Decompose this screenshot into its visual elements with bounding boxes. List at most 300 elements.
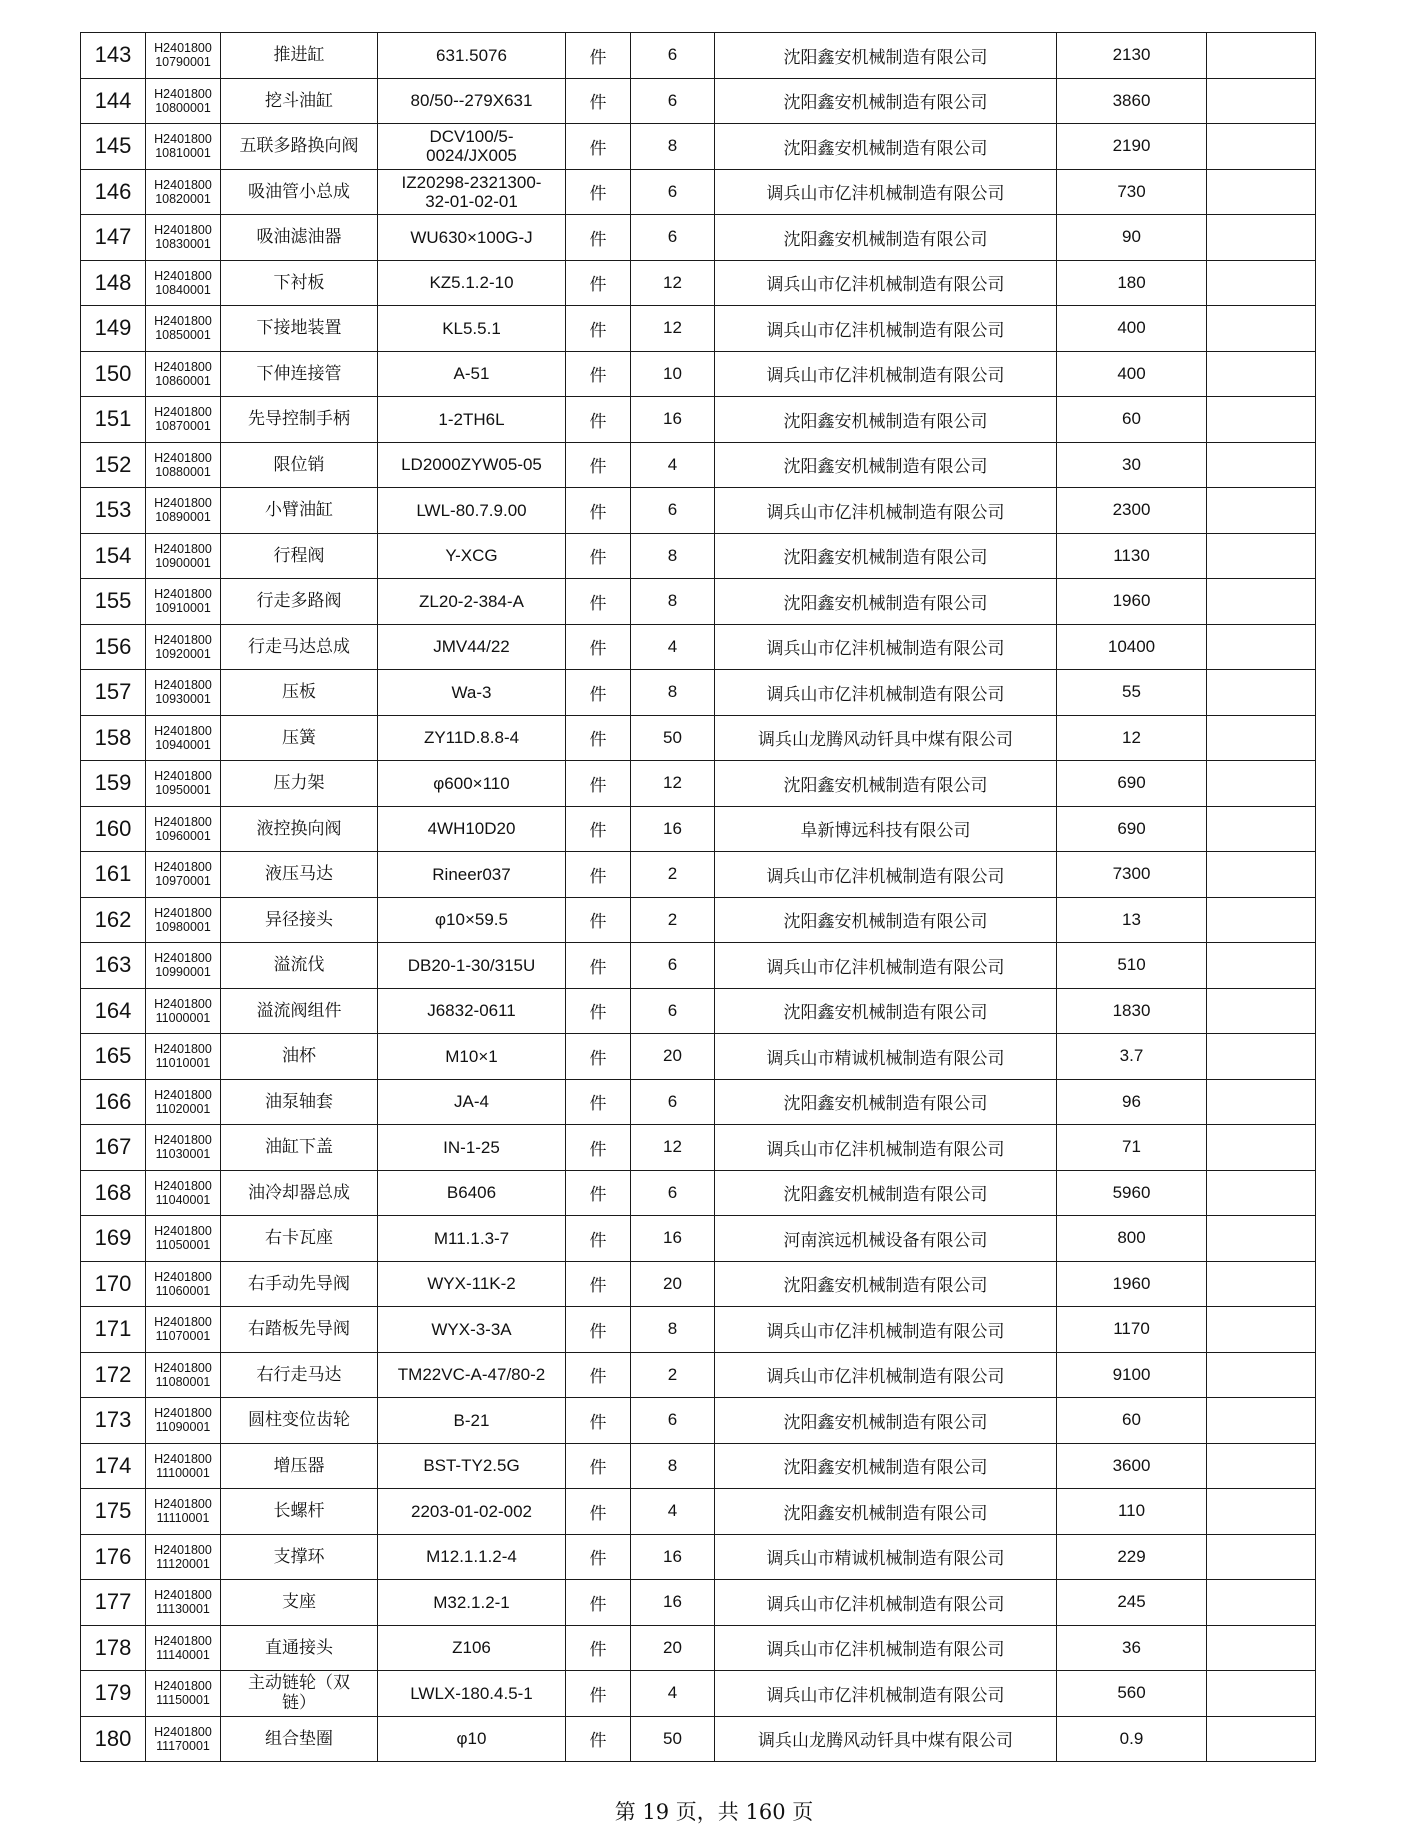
part-spec-cell: Z106 [378, 1625, 566, 1671]
row-number-cell: 154 [81, 533, 146, 579]
part-spec-cell: φ10 [378, 1716, 566, 1762]
part-spec-cell: 631.5076 [378, 33, 566, 79]
material-code-cell: H2401800 11060001 [146, 1261, 221, 1307]
part-name-cell: 油缸下盖 [221, 1125, 378, 1171]
remark-cell [1207, 1079, 1316, 1125]
supplier-cell: 沈阳鑫安机械制造有限公司 [715, 1489, 1057, 1535]
quantity-cell: 20 [631, 1625, 715, 1671]
row-number-cell: 153 [81, 488, 146, 534]
material-code-cell: H2401800 10800001 [146, 78, 221, 124]
table-row [81, 988, 1316, 1034]
remark-cell [1207, 306, 1316, 352]
quantity-cell: 10 [631, 351, 715, 397]
quantity-cell: 8 [631, 670, 715, 716]
quantity-cell: 6 [631, 943, 715, 989]
supplier-cell: 调兵山市精诚机械制造有限公司 [715, 1034, 1057, 1080]
table-row [81, 442, 1316, 488]
quantity-cell: 12 [631, 306, 715, 352]
part-spec-cell: JA-4 [378, 1079, 566, 1125]
remark-cell [1207, 806, 1316, 852]
part-name-cell: 油杯 [221, 1034, 378, 1080]
part-spec-cell: φ600×110 [378, 761, 566, 807]
material-code-cell: H2401800 10820001 [146, 169, 221, 215]
quantity-cell: 2 [631, 897, 715, 943]
remark-cell [1207, 943, 1316, 989]
unit-cell: 件 [566, 1671, 631, 1717]
unit-cell: 件 [566, 1716, 631, 1762]
material-code-cell: H2401800 11040001 [146, 1170, 221, 1216]
part-name-cell: 右行走马达 [221, 1352, 378, 1398]
unit-cell: 件 [566, 670, 631, 716]
row-number-cell: 177 [81, 1580, 146, 1626]
material-code-cell: H2401800 11130001 [146, 1580, 221, 1626]
unit-cell: 件 [566, 1489, 631, 1535]
row-number-cell: 166 [81, 1079, 146, 1125]
unit-cell: 件 [566, 761, 631, 807]
remark-cell [1207, 397, 1316, 443]
quantity-cell: 16 [631, 806, 715, 852]
row-number-cell: 147 [81, 215, 146, 261]
table-row [81, 897, 1316, 943]
quantity-cell: 16 [631, 397, 715, 443]
quantity-cell: 8 [631, 1443, 715, 1489]
supplier-cell: 调兵山龙腾风动钎具中煤有限公司 [715, 1716, 1057, 1762]
supplier-cell: 调兵山市亿沣机械制造有限公司 [715, 943, 1057, 989]
material-code-cell: H2401800 10790001 [146, 33, 221, 79]
material-code-cell: H2401800 10920001 [146, 624, 221, 670]
part-name-cell: 行走多路阀 [221, 579, 378, 625]
part-spec-cell: ZL20-2-384-A [378, 579, 566, 625]
part-name-cell: 行走马达总成 [221, 624, 378, 670]
part-spec-cell: DCV100/5- 0024/JX005 [378, 124, 566, 170]
material-code-cell: H2401800 10870001 [146, 397, 221, 443]
supplier-cell: 调兵山市亿沣机械制造有限公司 [715, 852, 1057, 898]
part-spec-cell: Wa-3 [378, 670, 566, 716]
quantity-cell: 8 [631, 533, 715, 579]
supplier-cell: 调兵山市亿沣机械制造有限公司 [715, 169, 1057, 215]
row-number-cell: 150 [81, 351, 146, 397]
part-name-cell: 先导控制手柄 [221, 397, 378, 443]
table-row [81, 306, 1316, 352]
material-code-cell: H2401800 10890001 [146, 488, 221, 534]
unit-price-cell: 2300 [1057, 488, 1207, 534]
supplier-cell: 调兵山市亿沣机械制造有限公司 [715, 351, 1057, 397]
part-spec-cell: LWLX-180.4.5-1 [378, 1671, 566, 1717]
row-number-cell: 156 [81, 624, 146, 670]
quantity-cell: 6 [631, 488, 715, 534]
supplier-cell: 沈阳鑫安机械制造有限公司 [715, 1398, 1057, 1444]
supplier-cell: 河南滨远机械设备有限公司 [715, 1216, 1057, 1262]
quantity-cell: 4 [631, 1671, 715, 1717]
material-code-cell: H2401800 10850001 [146, 306, 221, 352]
remark-cell [1207, 670, 1316, 716]
quantity-cell: 8 [631, 1307, 715, 1353]
unit-cell: 件 [566, 397, 631, 443]
unit-price-cell: 9100 [1057, 1352, 1207, 1398]
quantity-cell: 6 [631, 1398, 715, 1444]
supplier-cell: 调兵山市亿沣机械制造有限公司 [715, 260, 1057, 306]
remark-cell [1207, 260, 1316, 306]
table-row [81, 78, 1316, 124]
quantity-cell: 6 [631, 33, 715, 79]
material-code-cell: H2401800 10940001 [146, 715, 221, 761]
supplier-cell: 沈阳鑫安机械制造有限公司 [715, 1079, 1057, 1125]
material-code-cell: H2401800 10930001 [146, 670, 221, 716]
row-number-cell: 167 [81, 1125, 146, 1171]
part-name-cell: 主动链轮（双 链） [221, 1671, 378, 1717]
material-code-cell: H2401800 11070001 [146, 1307, 221, 1353]
unit-price-cell: 245 [1057, 1580, 1207, 1626]
remark-cell [1207, 1307, 1316, 1353]
supplier-cell: 调兵山龙腾风动钎具中煤有限公司 [715, 715, 1057, 761]
unit-price-cell: 3860 [1057, 78, 1207, 124]
supplier-cell: 沈阳鑫安机械制造有限公司 [715, 533, 1057, 579]
supplier-cell: 沈阳鑫安机械制造有限公司 [715, 442, 1057, 488]
row-number-cell: 173 [81, 1398, 146, 1444]
unit-cell: 件 [566, 943, 631, 989]
part-spec-cell: J6832-0611 [378, 988, 566, 1034]
table-row [81, 1034, 1316, 1080]
row-number-cell: 180 [81, 1716, 146, 1762]
part-spec-cell: KZ5.1.2-10 [378, 260, 566, 306]
supplier-cell: 调兵山市亿沣机械制造有限公司 [715, 1125, 1057, 1171]
row-number-cell: 160 [81, 806, 146, 852]
supplier-cell: 调兵山市亿沣机械制造有限公司 [715, 1352, 1057, 1398]
table-row [81, 1625, 1316, 1671]
table-row [81, 215, 1316, 261]
table-row [81, 1216, 1316, 1262]
remark-cell [1207, 169, 1316, 215]
row-number-cell: 174 [81, 1443, 146, 1489]
quantity-cell: 50 [631, 1716, 715, 1762]
unit-cell: 件 [566, 1079, 631, 1125]
row-number-cell: 158 [81, 715, 146, 761]
quantity-cell: 6 [631, 78, 715, 124]
quantity-cell: 16 [631, 1216, 715, 1262]
table-row [81, 761, 1316, 807]
table-row [81, 488, 1316, 534]
part-name-cell: 限位销 [221, 442, 378, 488]
row-number-cell: 143 [81, 33, 146, 79]
table-row [81, 1307, 1316, 1353]
unit-cell: 件 [566, 351, 631, 397]
unit-price-cell: 110 [1057, 1489, 1207, 1535]
quantity-cell: 6 [631, 988, 715, 1034]
unit-price-cell: 690 [1057, 806, 1207, 852]
table-row [81, 1398, 1316, 1444]
supplier-cell: 沈阳鑫安机械制造有限公司 [715, 215, 1057, 261]
material-code-cell: H2401800 10840001 [146, 260, 221, 306]
unit-price-cell: 10400 [1057, 624, 1207, 670]
material-code-cell: H2401800 10830001 [146, 215, 221, 261]
table-row [81, 1170, 1316, 1216]
part-spec-cell: 80/50--279X631 [378, 78, 566, 124]
row-number-cell: 157 [81, 670, 146, 716]
material-code-cell: H2401800 10860001 [146, 351, 221, 397]
table-row [81, 169, 1316, 215]
page-footer: 第 19 页，共 160 页 [614, 1800, 814, 1824]
quantity-cell: 8 [631, 124, 715, 170]
row-number-cell: 165 [81, 1034, 146, 1080]
material-code-cell: H2401800 11020001 [146, 1079, 221, 1125]
supplier-cell: 调兵山市亿沣机械制造有限公司 [715, 488, 1057, 534]
part-spec-cell: Y-XCG [378, 533, 566, 579]
supplier-cell: 调兵山市亿沣机械制造有限公司 [715, 624, 1057, 670]
row-number-cell: 145 [81, 124, 146, 170]
material-code-cell: H2401800 10990001 [146, 943, 221, 989]
part-spec-cell: ZY11D.8.8-4 [378, 715, 566, 761]
material-code-cell: H2401800 11000001 [146, 988, 221, 1034]
remark-cell [1207, 124, 1316, 170]
unit-price-cell: 60 [1057, 1398, 1207, 1444]
supplier-cell: 沈阳鑫安机械制造有限公司 [715, 1261, 1057, 1307]
unit-cell: 件 [566, 215, 631, 261]
part-spec-cell: LWL-80.7.9.00 [378, 488, 566, 534]
remark-cell [1207, 1034, 1316, 1080]
quantity-cell: 6 [631, 1170, 715, 1216]
remark-cell [1207, 624, 1316, 670]
unit-cell: 件 [566, 715, 631, 761]
part-spec-cell: 1-2TH6L [378, 397, 566, 443]
row-number-cell: 148 [81, 260, 146, 306]
part-name-cell: 压板 [221, 670, 378, 716]
unit-cell: 件 [566, 624, 631, 670]
supplier-cell: 沈阳鑫安机械制造有限公司 [715, 124, 1057, 170]
part-name-cell: 溢流阀组件 [221, 988, 378, 1034]
table-row [81, 670, 1316, 716]
unit-price-cell: 7300 [1057, 852, 1207, 898]
table-row [81, 397, 1316, 443]
unit-price-cell: 0.9 [1057, 1716, 1207, 1762]
remark-cell [1207, 1580, 1316, 1626]
material-code-cell: H2401800 11170001 [146, 1716, 221, 1762]
part-name-cell: 组合垫圈 [221, 1716, 378, 1762]
part-spec-cell: 2203-01-02-002 [378, 1489, 566, 1535]
material-code-cell: H2401800 10950001 [146, 761, 221, 807]
part-spec-cell: 4WH10D20 [378, 806, 566, 852]
remark-cell [1207, 1261, 1316, 1307]
part-name-cell: 油冷却器总成 [221, 1170, 378, 1216]
remark-cell [1207, 1443, 1316, 1489]
unit-cell: 件 [566, 1125, 631, 1171]
remark-cell [1207, 897, 1316, 943]
material-code-cell: H2401800 11140001 [146, 1625, 221, 1671]
unit-price-cell: 60 [1057, 397, 1207, 443]
part-spec-cell: φ10×59.5 [378, 897, 566, 943]
part-spec-cell: WYX-3-3A [378, 1307, 566, 1353]
row-number-cell: 172 [81, 1352, 146, 1398]
unit-price-cell: 12 [1057, 715, 1207, 761]
part-spec-cell: KL5.5.1 [378, 306, 566, 352]
unit-price-cell: 1170 [1057, 1307, 1207, 1353]
part-name-cell: 圆柱变位齿轮 [221, 1398, 378, 1444]
supplier-cell: 沈阳鑫安机械制造有限公司 [715, 78, 1057, 124]
unit-cell: 件 [566, 33, 631, 79]
row-number-cell: 176 [81, 1534, 146, 1580]
supplier-cell: 沈阳鑫安机械制造有限公司 [715, 397, 1057, 443]
remark-cell [1207, 1352, 1316, 1398]
unit-price-cell: 510 [1057, 943, 1207, 989]
part-spec-cell: B-21 [378, 1398, 566, 1444]
row-number-cell: 171 [81, 1307, 146, 1353]
unit-cell: 件 [566, 78, 631, 124]
quantity-cell: 4 [631, 442, 715, 488]
quantity-cell: 20 [631, 1261, 715, 1307]
remark-cell [1207, 1125, 1316, 1171]
remark-cell [1207, 215, 1316, 261]
unit-price-cell: 1830 [1057, 988, 1207, 1034]
part-name-cell: 支撑环 [221, 1534, 378, 1580]
material-code-cell: H2401800 10910001 [146, 579, 221, 625]
unit-price-cell: 13 [1057, 897, 1207, 943]
material-code-cell: H2401800 10960001 [146, 806, 221, 852]
part-name-cell: 推进缸 [221, 33, 378, 79]
remark-cell [1207, 1625, 1316, 1671]
material-code-cell: H2401800 11120001 [146, 1534, 221, 1580]
table-row [81, 579, 1316, 625]
parts-table [80, 32, 1316, 1762]
row-number-cell: 162 [81, 897, 146, 943]
material-code-cell: H2401800 10880001 [146, 442, 221, 488]
table-row [81, 1079, 1316, 1125]
material-code-cell: H2401800 11150001 [146, 1671, 221, 1717]
part-name-cell: 吸油管小总成 [221, 169, 378, 215]
unit-cell: 件 [566, 852, 631, 898]
row-number-cell: 152 [81, 442, 146, 488]
material-code-cell: H2401800 10810001 [146, 124, 221, 170]
part-spec-cell: M10×1 [378, 1034, 566, 1080]
remark-cell [1207, 33, 1316, 79]
part-spec-cell: WYX-11K-2 [378, 1261, 566, 1307]
row-number-cell: 178 [81, 1625, 146, 1671]
part-spec-cell: A-51 [378, 351, 566, 397]
part-spec-cell: B6406 [378, 1170, 566, 1216]
remark-cell [1207, 351, 1316, 397]
unit-price-cell: 400 [1057, 306, 1207, 352]
material-code-cell: H2401800 11100001 [146, 1443, 221, 1489]
unit-price-cell: 2130 [1057, 33, 1207, 79]
quantity-cell: 16 [631, 1534, 715, 1580]
part-spec-cell: WU630×100G-J [378, 215, 566, 261]
quantity-cell: 12 [631, 1125, 715, 1171]
table-row [81, 533, 1316, 579]
unit-cell: 件 [566, 488, 631, 534]
row-number-cell: 159 [81, 761, 146, 807]
table-row [81, 1580, 1316, 1626]
table-row [81, 1352, 1316, 1398]
part-name-cell: 右手动先导阀 [221, 1261, 378, 1307]
material-code-cell: H2401800 11010001 [146, 1034, 221, 1080]
supplier-cell: 沈阳鑫安机械制造有限公司 [715, 33, 1057, 79]
part-name-cell: 右踏板先导阀 [221, 1307, 378, 1353]
part-name-cell: 行程阀 [221, 533, 378, 579]
quantity-cell: 16 [631, 1580, 715, 1626]
material-code-cell: H2401800 11110001 [146, 1489, 221, 1535]
unit-price-cell: 3.7 [1057, 1034, 1207, 1080]
supplier-cell: 调兵山市精诚机械制造有限公司 [715, 1534, 1057, 1580]
unit-price-cell: 30 [1057, 442, 1207, 488]
unit-price-cell: 71 [1057, 1125, 1207, 1171]
unit-cell: 件 [566, 306, 631, 352]
part-name-cell: 小臂油缸 [221, 488, 378, 534]
row-number-cell: 164 [81, 988, 146, 1034]
quantity-cell: 6 [631, 1079, 715, 1125]
part-name-cell: 压力架 [221, 761, 378, 807]
supplier-cell: 沈阳鑫安机械制造有限公司 [715, 761, 1057, 807]
quantity-cell: 12 [631, 761, 715, 807]
unit-cell: 件 [566, 442, 631, 488]
table-row [81, 1534, 1316, 1580]
material-code-cell: H2401800 11090001 [146, 1398, 221, 1444]
remark-cell [1207, 533, 1316, 579]
supplier-cell: 沈阳鑫安机械制造有限公司 [715, 1170, 1057, 1216]
table-row [81, 1489, 1316, 1535]
remark-cell [1207, 761, 1316, 807]
quantity-cell: 50 [631, 715, 715, 761]
unit-price-cell: 229 [1057, 1534, 1207, 1580]
table-row [81, 624, 1316, 670]
part-name-cell: 五联多路换向阀 [221, 124, 378, 170]
row-number-cell: 149 [81, 306, 146, 352]
part-name-cell: 下伸连接管 [221, 351, 378, 397]
material-code-cell: H2401800 11080001 [146, 1352, 221, 1398]
remark-cell [1207, 1216, 1316, 1262]
remark-cell [1207, 1716, 1316, 1762]
unit-cell: 件 [566, 579, 631, 625]
table-row [81, 715, 1316, 761]
part-name-cell: 油泵轴套 [221, 1079, 378, 1125]
part-name-cell: 溢流伐 [221, 943, 378, 989]
remark-cell [1207, 1489, 1316, 1535]
table-row [81, 1671, 1316, 1717]
unit-price-cell: 800 [1057, 1216, 1207, 1262]
part-spec-cell: TM22VC-A-47/80-2 [378, 1352, 566, 1398]
supplier-cell: 沈阳鑫安机械制造有限公司 [715, 1443, 1057, 1489]
unit-price-cell: 5960 [1057, 1170, 1207, 1216]
row-number-cell: 155 [81, 579, 146, 625]
table-row [81, 1261, 1316, 1307]
unit-price-cell: 690 [1057, 761, 1207, 807]
unit-cell: 件 [566, 1625, 631, 1671]
material-code-cell: H2401800 10900001 [146, 533, 221, 579]
row-number-cell: 163 [81, 943, 146, 989]
unit-price-cell: 96 [1057, 1079, 1207, 1125]
remark-cell [1207, 442, 1316, 488]
table-row [81, 1125, 1316, 1171]
quantity-cell: 2 [631, 1352, 715, 1398]
supplier-cell: 沈阳鑫安机械制造有限公司 [715, 988, 1057, 1034]
part-name-cell: 压簧 [221, 715, 378, 761]
remark-cell [1207, 1398, 1316, 1444]
part-name-cell: 长螺杆 [221, 1489, 378, 1535]
part-name-cell: 直通接头 [221, 1625, 378, 1671]
row-number-cell: 146 [81, 169, 146, 215]
table-row [81, 943, 1316, 989]
remark-cell [1207, 488, 1316, 534]
remark-cell [1207, 988, 1316, 1034]
unit-price-cell: 36 [1057, 1625, 1207, 1671]
part-spec-cell: IZ20298-2321300- 32-01-02-01 [378, 169, 566, 215]
row-number-cell: 151 [81, 397, 146, 443]
part-spec-cell: Rineer037 [378, 852, 566, 898]
row-number-cell: 161 [81, 852, 146, 898]
supplier-cell: 调兵山市亿沣机械制造有限公司 [715, 1671, 1057, 1717]
part-name-cell: 下衬板 [221, 260, 378, 306]
remark-cell [1207, 1170, 1316, 1216]
part-name-cell: 吸油滤油器 [221, 215, 378, 261]
table-row [81, 852, 1316, 898]
unit-cell: 件 [566, 1534, 631, 1580]
